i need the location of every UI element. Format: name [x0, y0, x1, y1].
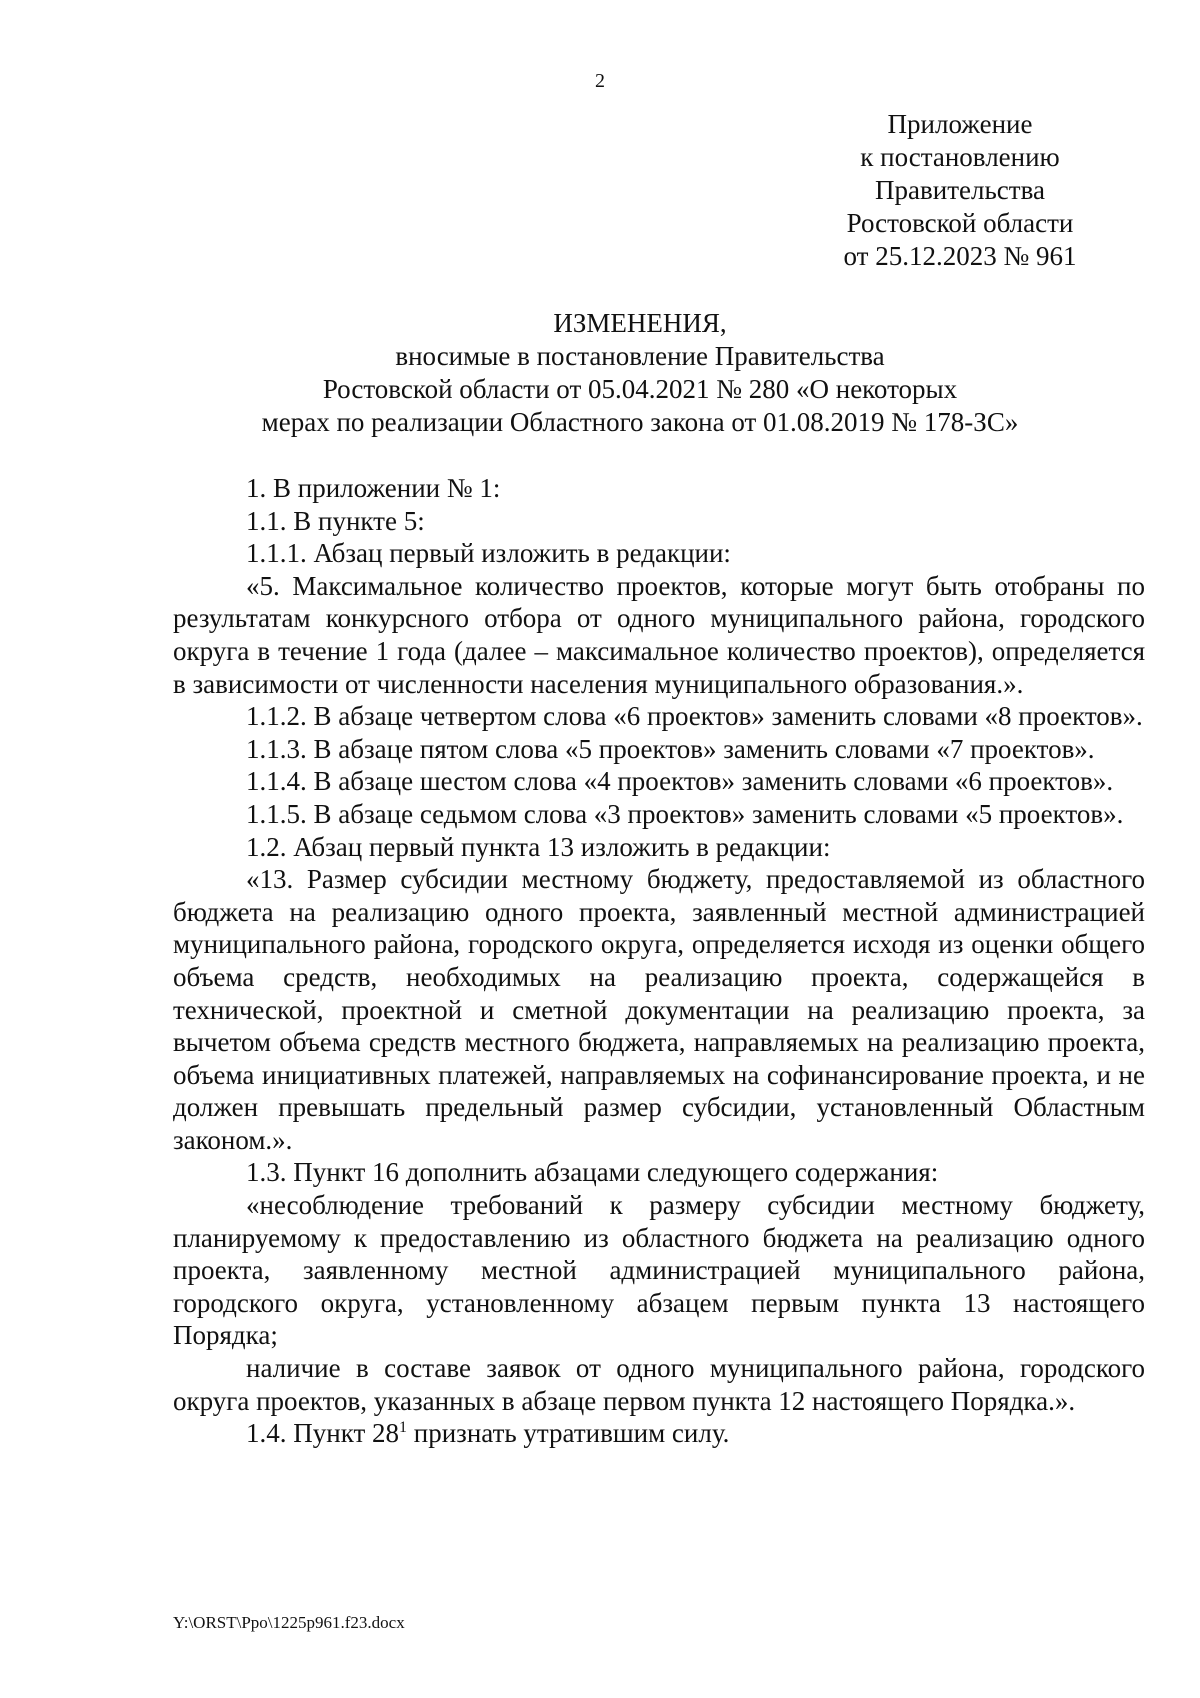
appendix-line: к постановлению — [860, 142, 1060, 172]
title-line: вносимые в постановление Правительства — [395, 341, 885, 371]
title-line: Ростовской области от 05.04.2021 № 280 «О некоторых — [322, 374, 958, 404]
paragraph-text: 1.4. Пункт 28 — [246, 1418, 400, 1449]
paragraph: 1.1.4. В абзаце шестом слова «4 проектов» заменить словами «6 проектов». — [246, 766, 1114, 797]
document-title — [240, 307, 1040, 439]
title-heading: ИЗМЕНЕНИЯ, — [553, 308, 727, 338]
paragraph: наличие в составе заявок от одного муниципального района, городского округа проектов, указанных в абзаце первом пункта 12 настоящего Порядка.». — [173, 1353, 1145, 1416]
paragraph: «13. Размер субсидии местному бюджету, предоставляемой из областного бюджета на реализацию одного проекта, заявленный местной администрацией муниципального района, городского округа, определяется исходя из оценки общего объема средств, необходимых на реализацию проекта, содержащейся в технической, проектной и сметной документации на реализацию проекта, за вычетом объема средств местного бюджета, направляемых на реализацию проекта, объема инициативных платежей, направляемых на софинансирование проекта, и не должен превышать предельный размер субсидии, установленный Областным законом.». — [173, 864, 1145, 1155]
paragraph — [173, 1417, 1145, 1450]
appendix-line: от 25.12.2023 № 961 — [843, 241, 1077, 271]
paragraph: 1.2. Абзац первый пункта 13 изложить в редакции: — [246, 831, 831, 862]
paragraph: 1.1. В пункте 5: — [246, 505, 425, 536]
appendix-line: Правительства — [875, 175, 1045, 205]
paragraph: 1. В приложении № 1: — [246, 473, 501, 503]
paragraph: 1.3. Пункт 16 дополнить абзацами следующего содержания: — [246, 1157, 939, 1188]
paragraph: «несоблюдение требований к размеру субсидии местному бюджету, планируемому к предоставлению из областного бюджета на реализацию одного проекта, заявленному местной администрацией муниципального района, городского округа, установленному абзацем первым пункта 13 настоящего Порядка; — [173, 1190, 1145, 1351]
appendix-line: Ростовской области — [846, 208, 1074, 238]
paragraph: 1.1.3. В абзаце пятом слова «5 проектов» заменить словами «7 проектов». — [246, 733, 1095, 764]
appendix-block — [780, 108, 1140, 273]
paragraph: 1.1.2. В абзаце четвертом слова «6 проектов» заменить словами «8 проектов». — [246, 701, 1143, 732]
appendix-line: Приложение — [887, 109, 1033, 139]
document-body — [173, 472, 1145, 1450]
paragraph-text: признать утратившим силу. — [407, 1418, 730, 1449]
superscript: 1 — [399, 1419, 408, 1437]
title-line: мерах по реализации Областного закона от 01.08.2019 № 178-ЗС» — [261, 407, 1019, 437]
paragraph: «5. Максимальное количество проектов, которые могут быть отобраны по результатам конкурсного отбора от одного муниципального района, городского округа в течение 1 года (далее – максимальное количество проектов), определяется в зависимости от численности населения муниципального образования.». — [173, 570, 1145, 699]
page-number: 2 — [595, 70, 605, 92]
file-path: Y:\ORST\Ppo\1225p961.f23.docx — [173, 1613, 405, 1632]
paragraph: 1.1.5. В абзаце седьмом слова «3 проектов» заменить словами «5 проектов». — [246, 798, 1124, 829]
paragraph: 1.1.1. Абзац первый изложить в редакции: — [246, 538, 731, 569]
